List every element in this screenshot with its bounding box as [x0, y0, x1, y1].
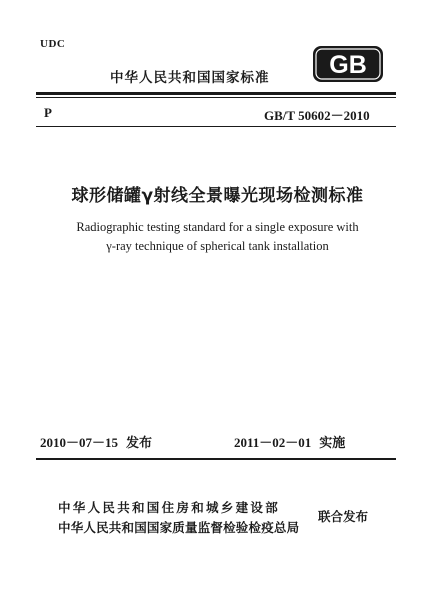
- issue-label: 发布: [126, 436, 153, 451]
- gb-logo: [313, 46, 383, 82]
- udc-label: UDC: [40, 38, 66, 50]
- implement-date: 2011－02－01: [234, 435, 312, 450]
- issue-date: 2010－07－15: [40, 435, 119, 450]
- gb-logo-text: GB: [329, 51, 367, 79]
- implement-label: 实施: [319, 436, 346, 451]
- implement-date-block: [234, 432, 345, 451]
- country-standard-heading: 中华人民共和国国家标准: [110, 70, 270, 86]
- title-chinese: 球形储罐γ射线全景曝光现场检测标准: [71, 186, 364, 206]
- title-english-line1: Radiographic testing standard for a single exposure with: [76, 220, 359, 234]
- joint-publish-label: 联合发布: [318, 509, 369, 524]
- issue-date-block: [40, 432, 152, 451]
- bottom-rule: [36, 458, 396, 460]
- classification-code: P: [44, 105, 52, 120]
- publisher-aqsiq: 中华人民共和国国家质量监督检验检疫总局: [58, 520, 300, 535]
- top-rule: [36, 92, 396, 95]
- publisher-ministry: 中华人民共和国住房和城乡建设部: [58, 500, 281, 515]
- title-english-line2: γ-ray technique of spherical tank installation: [106, 239, 329, 253]
- top-rule-thin: [36, 97, 396, 98]
- header-divider: [36, 126, 396, 127]
- standard-number: GB/T 50602－2010: [264, 108, 370, 123]
